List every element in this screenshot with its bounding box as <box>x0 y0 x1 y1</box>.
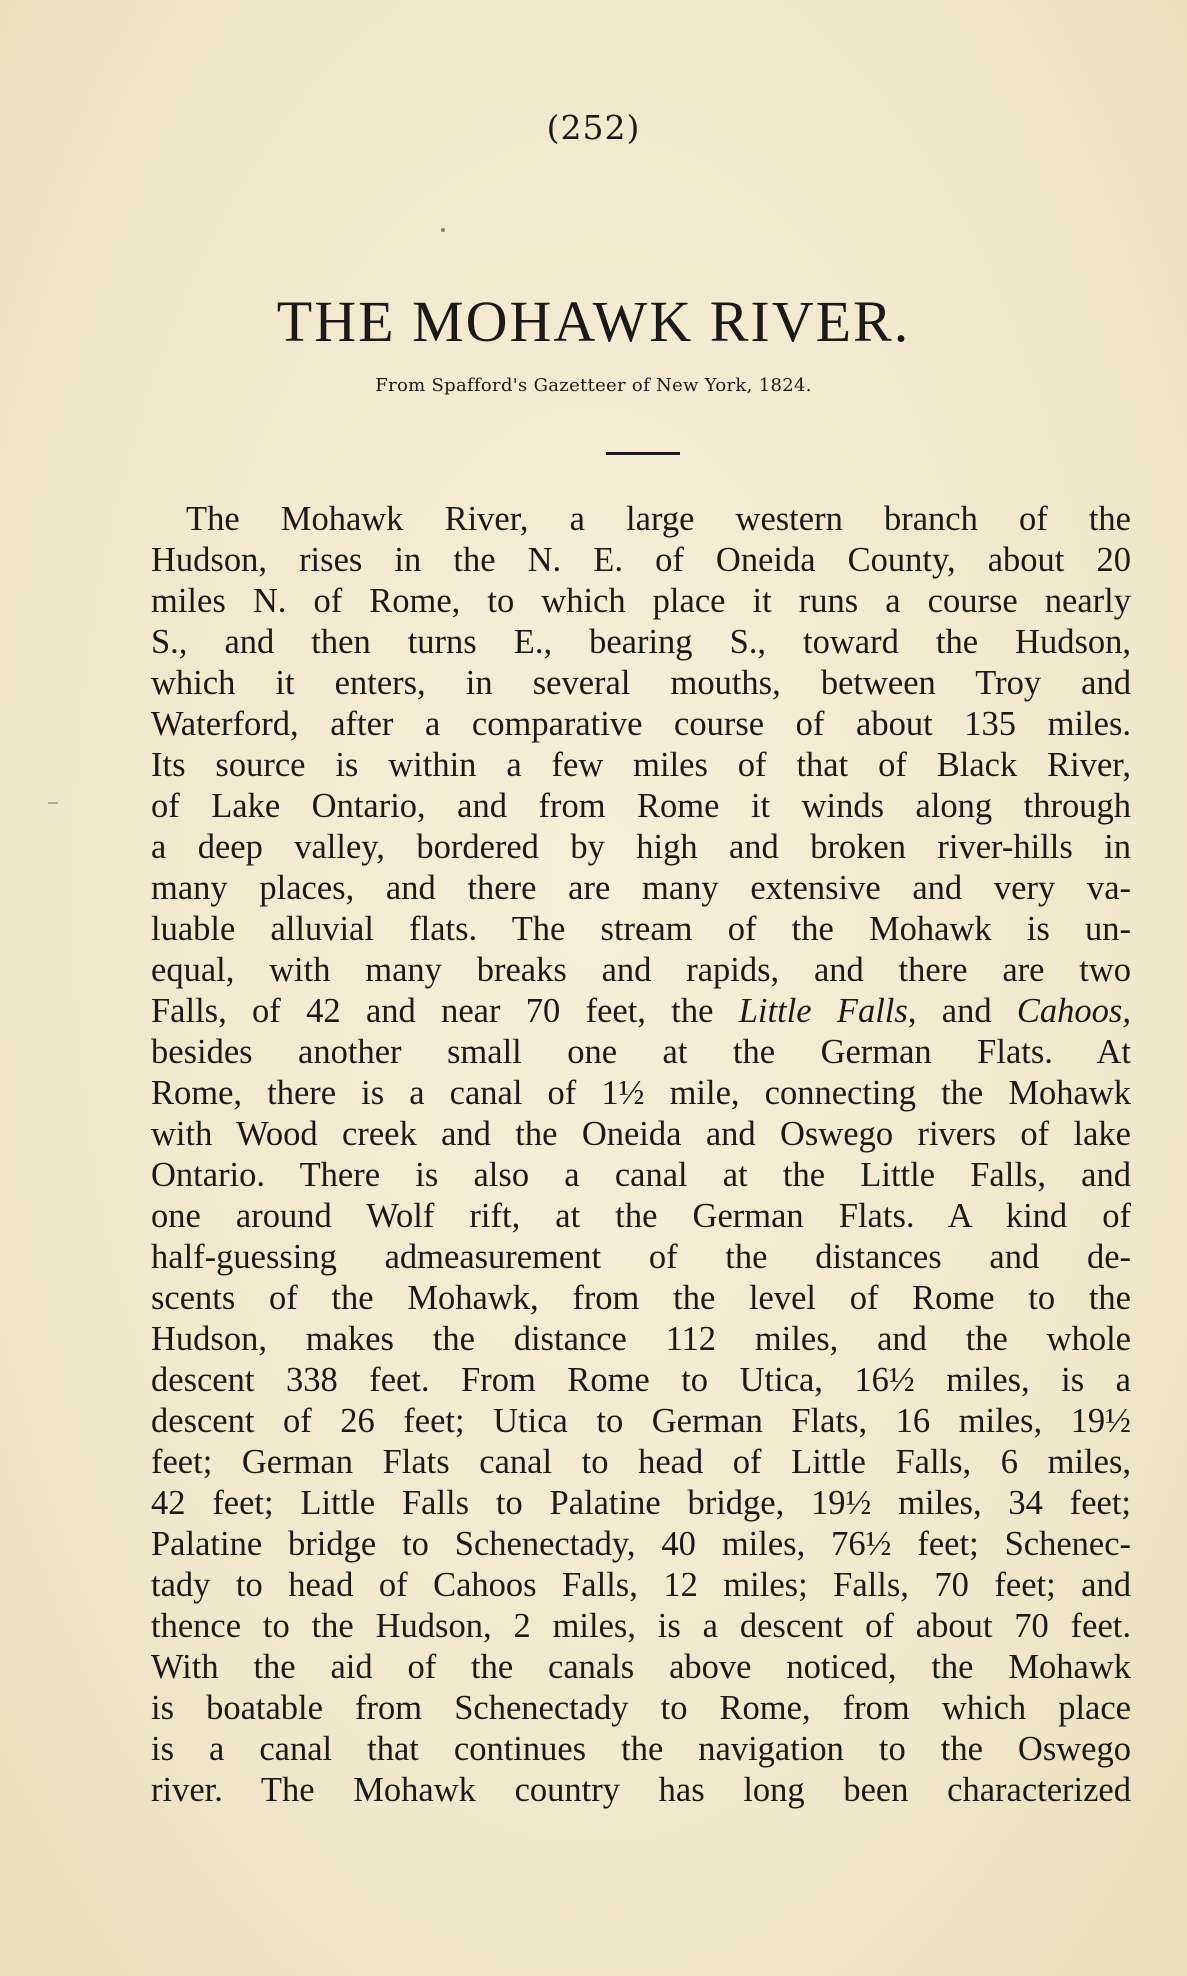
ink-speck <box>441 228 445 232</box>
text-line: besides another small one at the German Flats. At <box>151 1033 1131 1071</box>
text-line: Hudson, rises in the N. E. of Oneida County, about 20 <box>151 541 1131 579</box>
text-line: which it enters, in several mouths, between Troy and <box>151 664 1131 702</box>
text-line: Hudson, makes the distance 112 miles, and the whole <box>151 1320 1131 1358</box>
text-line: of Lake Ontario, and from Rome it winds along through <box>151 787 1131 825</box>
body-paragraph <box>151 499 1131 1811</box>
text-line: feet; German Flats canal to head of Little Falls, 6 miles, <box>151 1443 1131 1481</box>
text-line: Falls, of 42 and near 70 feet, the Little Falls, and Cahoos, <box>151 992 1131 1030</box>
text-line: many places, and there are many extensive and very va- <box>151 869 1131 907</box>
text-line: Rome, there is a canal of 1½ mile, connecting the Mohawk <box>151 1074 1131 1112</box>
text-line: is a canal that continues the navigation to the Oswego <box>151 1730 1131 1768</box>
text-line: The Mohawk River, a large western branch of the <box>186 500 1131 538</box>
text-line: Its source is within a few miles of that of Black River, <box>151 746 1131 784</box>
page-number: (252) <box>546 108 641 147</box>
text-line: with Wood creek and the Oneida and Oswego rivers of lake <box>151 1115 1131 1153</box>
text-line: tady to head of Cahoos Falls, 12 miles; Falls, 70 feet; and <box>151 1566 1131 1604</box>
text-line: a deep valley, bordered by high and broken river-hills in <box>151 828 1131 866</box>
text-line: descent 338 feet. From Rome to Utica, 16½ miles, is a <box>151 1361 1131 1399</box>
text-line: descent of 26 feet; Utica to German Flats, 16 miles, 19½ <box>151 1402 1131 1440</box>
chapter-title: THE MOHAWK RIVER. <box>276 289 911 354</box>
text-line: half-guessing admeasurement of the distances and de- <box>151 1238 1131 1276</box>
source-citation: From Spafford's Gazetteer of New York, 1824. <box>375 375 812 396</box>
text-line: scents of the Mohawk, from the level of Rome to the <box>151 1279 1131 1317</box>
text-line: river. The Mohawk country has long been characterized <box>151 1771 1131 1809</box>
text-line: miles N. of Rome, to which place it runs a course nearly <box>151 582 1131 620</box>
text-line: Palatine bridge to Schenectady, 40 miles, 76½ feet; Schenec- <box>151 1525 1131 1563</box>
text-line: Ontario. There is also a canal at the Little Falls, and <box>151 1156 1131 1194</box>
text-line: 42 feet; Little Falls to Palatine bridge, 19½ miles, 34 feet; <box>151 1484 1131 1522</box>
text-line: equal, with many breaks and rapids, and there are two <box>151 951 1131 989</box>
text-line: Waterford, after a comparative course of about 135 miles. <box>151 705 1131 743</box>
text-line: one around Wolf rift, at the German Flats. A kind of <box>151 1197 1131 1235</box>
text-line: S., and then turns E., bearing S., toward the Hudson, <box>151 623 1131 661</box>
text-line: With the aid of the canals above noticed, the Mohawk <box>151 1648 1131 1686</box>
text-line: luable alluvial flats. The stream of the Mohawk is un- <box>151 910 1131 948</box>
text-line: is boatable from Schenectady to Rome, from which place <box>151 1689 1131 1727</box>
text-line: thence to the Hudson, 2 miles, is a descent of about 70 feet. <box>151 1607 1131 1645</box>
title-divider <box>606 452 680 455</box>
margin-mark <box>48 802 58 804</box>
